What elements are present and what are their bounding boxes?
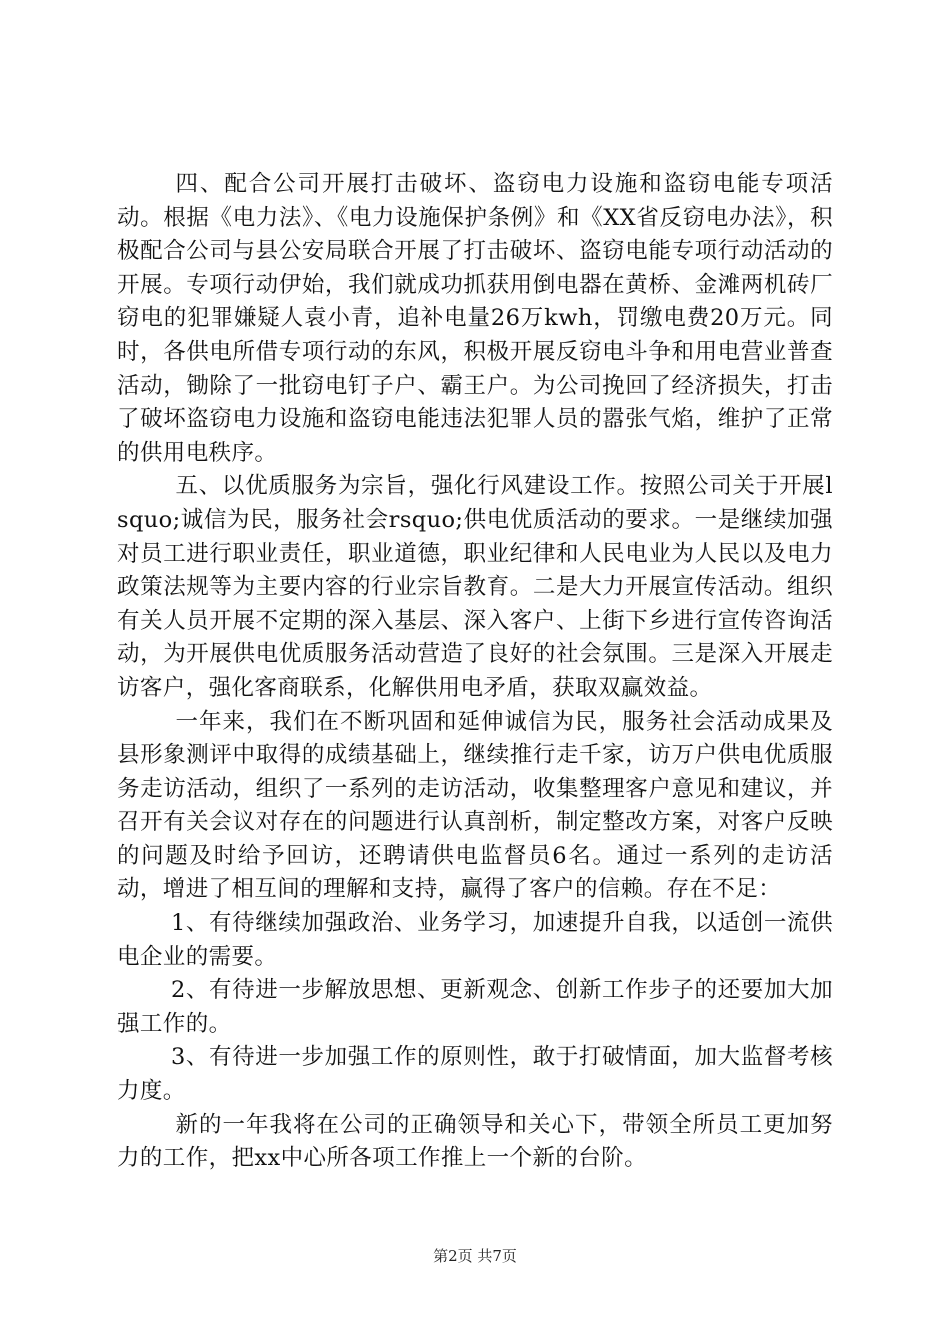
- list-item-shortcoming-1: 1、有待继续加强政治、业务学习，加速提升自我，以适创一流供电企业的需要。: [117, 910, 833, 970]
- list-item-shortcoming-2: 2、有待进一步解放思想、更新观念、创新工作步子的还要加大加强工作的。: [117, 977, 833, 1037]
- paragraph-quality-service: 五、以优质服务为宗旨，强化行风建设工作。按照公司关于开展lsquo;诚信为民，服务社会rsquo;供电优质活动的要求。一是继续加强对员工进行职业责任，职业道德，职业纪律和人民电业为人民以及电力政策法规等为主要内容的行业宗旨教育。二是大力开展宣传活动。组织有关人员开展不定期的深入基层、深入客户、上街下乡进行宣传咨询活动，为开展供电优质服务活动营造了良好的社会氛围。三是深入开展走访客户，强化客商联系，化解供用电矛盾，获取双赢效益。: [117, 473, 833, 701]
- paragraph-year-review: 一年来，我们在不断巩固和延伸诚信为民，服务社会活动成果及县形象测评中取得的成绩基础上，继续推行走千家，访万户供电优质服务走访活动，组织了一系列的走访活动，收集整理客户意见和建议，并召开有关会议对存在的问题进行认真剖析，制定整改方案，对客户反映的问题及时给予回访，还聘请供电监督员6名。通过一系列的走访活动，增进了相互间的理解和支持，赢得了客户的信赖。存在不足：: [117, 708, 833, 903]
- paragraph-anti-theft: 四、配合公司开展打击破坏、盗窃电力设施和盗窃电能专项活动。根据《电力法》、《电力设施保护条例》和《XX省反窃电办法》，积极配合公司与县公安局联合开展了打击破坏、盗窃电能专项行动活动的开展。专项行动伊始，我们就成功抓获用倒电器在黄桥、金滩两机砖厂窃电的犯罪嫌疑人袁小青，追补电量26万kwh，罚缴电费20万元。同时，各供电所借专项行动的东风，积极开展反窃电斗争和用电营业普查活动，锄除了一批窃电钉子户、霸王户。为公司挽回了经济损失，打击了破坏盗窃电力设施和盗窃电能违法犯罪人员的嚣张气焰，维护了正常的供用电秩序。: [117, 171, 833, 466]
- list-item-shortcoming-3: 3、有待进一步加强工作的原则性，敢于打破情面，加大监督考核力度。: [117, 1044, 833, 1105]
- page-number: 第2页 共7页: [433, 1247, 517, 1265]
- paragraph-new-year: 新的一年我将在公司的正确领导和关心下，带领全所员工更加努力的工作，把xx中心所各项工作推上一个新的台阶。: [117, 1111, 833, 1172]
- document-body: [117, 168, 833, 1176]
